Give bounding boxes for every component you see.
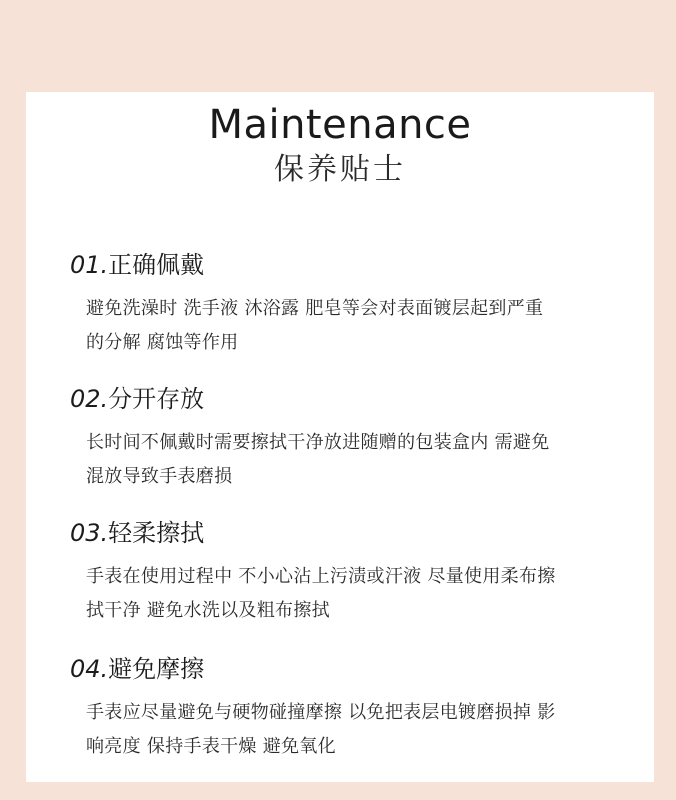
section-number: 02. <box>70 385 109 413</box>
section-number: 03. <box>70 519 109 547</box>
body-line: 响亮度 保持手表干燥 避免氧化 <box>86 736 336 757</box>
body-line: 混放导致手表磨损 <box>86 466 233 487</box>
body-line: 拭干净 避免水洗以及粗布擦拭 <box>86 600 330 621</box>
section-heading <box>70 384 630 414</box>
section-body <box>86 426 630 494</box>
section-heading <box>70 250 630 280</box>
section-heading <box>70 654 630 684</box>
section-number: 04. <box>70 655 109 683</box>
section-title: 分开存放 <box>108 385 205 413</box>
section-heading <box>70 518 630 548</box>
section-avoid-friction <box>70 654 630 764</box>
section-body <box>86 560 630 628</box>
body-line: 手表应尽量避免与硬物碰撞摩擦 以免把表层电镀磨损掉 影 <box>86 702 556 723</box>
page-title: Maintenance <box>208 102 472 148</box>
section-title: 轻柔擦拭 <box>108 519 205 547</box>
section-body <box>86 696 630 764</box>
page-subtitle: 保养贴士 <box>274 152 406 187</box>
body-line: 手表在使用过程中 不小心沾上污渍或汗液 尽量使用柔布擦 <box>86 566 556 587</box>
section-number: 01. <box>70 251 109 279</box>
section-wipe-gently <box>70 518 630 628</box>
content-card <box>26 92 654 782</box>
section-title: 避免摩擦 <box>108 655 205 683</box>
section-wear-correctly <box>70 250 630 360</box>
section-store-separately <box>70 384 630 494</box>
section-body <box>86 292 630 360</box>
body-line: 长时间不佩戴时需要擦拭干净放进随赠的包装盒内 需避免 <box>86 432 550 453</box>
body-line: 避免洗澡时 洗手液 沐浴露 肥皂等会对表面镀层起到严重 <box>86 298 544 319</box>
body-line: 的分解 腐蚀等作用 <box>86 332 239 353</box>
section-title: 正确佩戴 <box>108 251 205 279</box>
